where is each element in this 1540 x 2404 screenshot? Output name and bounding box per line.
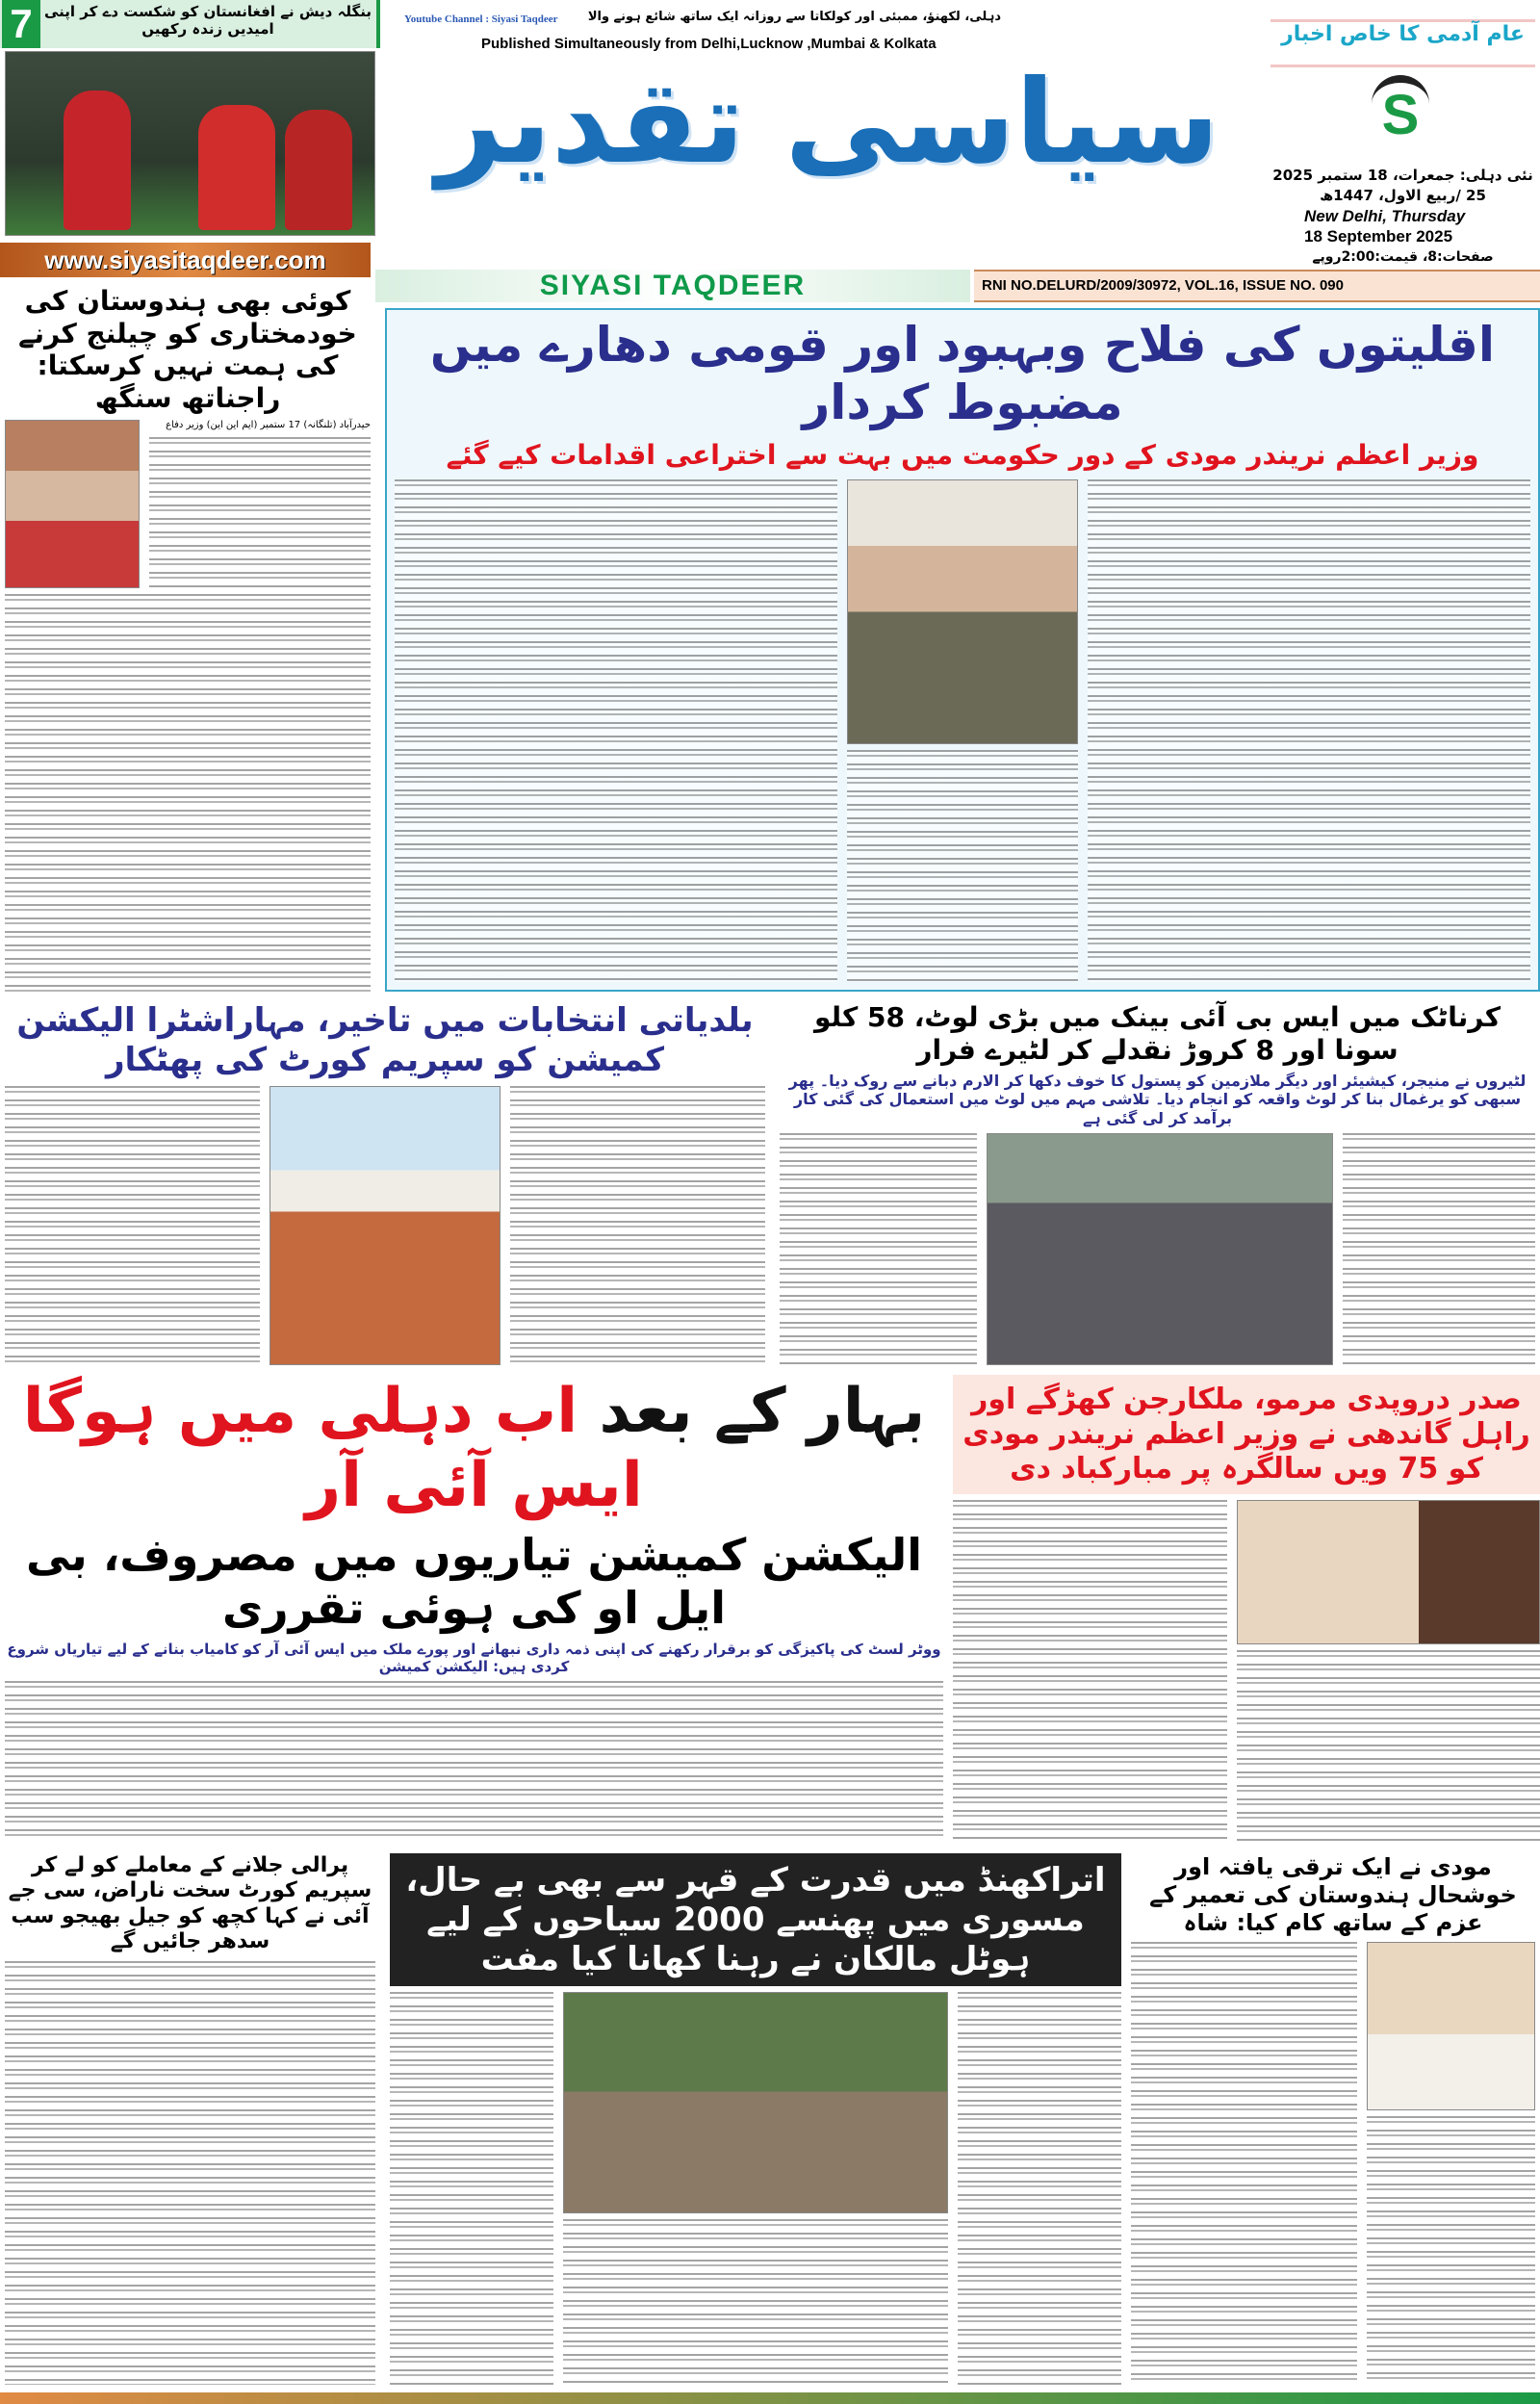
sir-headline-2: الیکشن کمیشن تیاریوں میں مصروف، بی ایل او کی ہوئی تقرری — [26, 1528, 922, 1634]
rajnath-photo — [5, 420, 140, 588]
sc-headline[interactable]: پرالی جلانے کے معاملے کو لے کر سپریم کورٹ سخت ناراض، سی جے آئی نے کہا کچھ کو جیل بھیجو سب سدھر جائیں گے — [8, 1853, 372, 1954]
amit-shah-photo — [1367, 1942, 1535, 2110]
karnataka-headline[interactable]: کرناٹک میں ایس بی آئی بینک میں بڑی لوٹ، 58 کلو سونا اور 8 کروڑ نقدلے کر لٹیرے فرار — [813, 1001, 1501, 1066]
sir-subline: ووٹر لسٹ کی پاکیزگی کو برقرار رکھنے کی اپنی ذمہ داری نبھانے اور پورے ملک میں ایس آئی آر کو کامیاب بنانے کے لیے تیاریاں شروع کردی ہیں: الیکشن کمیشن — [7, 1640, 941, 1675]
rajnath-dateline: حیدرآباد (تلنگانہ) 17 ستمبر (ایم این این) وزیر دفاع — [166, 420, 371, 431]
modi-photo — [847, 479, 1078, 744]
lead-subheadline: وزیر اعظم نریندر مودی کے دور حکومت میں بہت سے اختراعی اقدامات کیے گئے — [446, 439, 1479, 471]
lead-story-box[interactable] — [385, 308, 1540, 992]
footer-stripe — [0, 2392, 1540, 2404]
supreme-court-photo — [270, 1086, 500, 1365]
shah-headline[interactable]: مودی نے ایک ترقی یافتہ اور خوشحال ہندوستان کی تعمیر کے عزم کے ساتھ کام کیا: شاہ — [1149, 1853, 1517, 1936]
karnataka-subheadline: لٹیروں نے منیجر، کیشیئر اور دیگر ملازمین کو پستول کا خوف دکھا کر الارم دبانے سے روک دیا۔ پھر سبھی کو یرغمال بنا کر لوٹ واقعہ کو انجام دیا۔ تلاشی مہم میں لوٹ میں استعمال کی گئی کار برآمد کر لی گئی ہے — [788, 1072, 1527, 1127]
sir-headline[interactable]: بہار کے بعد اب دہلی میں ہوگا ایس آئی آر — [22, 1376, 926, 1521]
sc-story[interactable] — [5, 1853, 375, 2385]
rni-number: RNI NO.DELURD/2009/30972, VOL.16, ISSUE NO. 090 — [974, 270, 1540, 302]
tagline: عام آدمی کا خاص اخبار — [1270, 19, 1535, 67]
karnataka-story[interactable] — [780, 1001, 1535, 1365]
maharashtra-story[interactable] — [5, 1001, 765, 1365]
youtube-channel[interactable]: Youtube Channel : Siyasi Taqdeer — [404, 13, 558, 25]
birthday-photo — [1237, 1500, 1540, 1644]
logo-icon: S — [1372, 75, 1429, 150]
website-banner[interactable]: www.siyasitaqdeer.com — [0, 243, 371, 277]
karnataka-photo — [987, 1133, 1333, 1365]
date-english: 18 September 2025 — [1304, 227, 1453, 246]
date-urdu: نئی دہلی: جمعرات، 18 ستمبر 2025 — [1272, 167, 1533, 184]
price: صفحات:8، قیمت:2:00روپے — [1312, 249, 1494, 265]
uttarakhand-box[interactable]: اتراکھنڈ میں قدرت کے قہر سے بھی بے حال، مسوری میں پھنسے 2000 سیاحوں کے لیے ہوٹل مالکان نے رہنا کھانا کیا مفت — [390, 1853, 1121, 1986]
published-english: Published Simultaneously from Delhi,Lucknow ,Mumbai & Kolkata — [481, 36, 937, 52]
published-urdu: دہلی، لکھنؤ، ممبئی اور کولکاتا سے روزانہ ایک ساتھ شائع ہونے والا — [587, 10, 1001, 24]
masthead-title-english: SIYASI TAQDEER — [375, 270, 970, 302]
page-number-badge: 7 — [2, 0, 40, 48]
sir-story[interactable] — [5, 1375, 943, 1842]
rajnath-headline[interactable]: کوئی بھی ہندوستان کی خودمختاری کو چیلنج کرنے کی ہمت نہیں کرسکتا: راجناتھ سنگھ — [18, 285, 357, 414]
maharashtra-headline[interactable]: بلدیاتی انتخابات میں تاخیر، مہاراشٹرا الیکشن کمیشن کو سپریم کورٹ کی پھٹکار — [16, 1001, 754, 1079]
shah-story[interactable] — [1131, 1853, 1535, 2385]
uttarakhand-photo — [563, 1992, 948, 2213]
sports-teaser[interactable] — [0, 0, 380, 241]
uttarakhand-story[interactable] — [390, 1853, 1121, 2385]
birthday-box[interactable]: صدر دروپدی مرمو، ملکارجن کھڑگے اور راہل گاندھی نے وزیر اعظم نریندر مودی کو 75 ویں سالگرہ پر مبارکباد دی — [953, 1375, 1540, 1494]
lead-headline: اقلیتوں کی فلاح وبہبود اور قومی دھارے میں مضبوط کردار — [429, 317, 1496, 430]
sports-headline: بنگلہ دیش نے افغانستان کو شکست دے کر اپنی امیدیں زندہ رکھیں — [44, 3, 372, 38]
rajnath-body — [149, 437, 371, 588]
rajnath-story[interactable] — [5, 285, 371, 992]
birthday-story[interactable] — [953, 1375, 1540, 1842]
date-english-day: New Delhi, Thursday — [1304, 207, 1466, 225]
rajnath-body-2 — [5, 594, 371, 992]
hijri-date: 25 /ربیع الاول، 1447ھ — [1320, 187, 1486, 204]
cricket-photo — [5, 51, 375, 236]
masthead-title-urdu: سیاسی تقدیر — [436, 56, 1219, 190]
